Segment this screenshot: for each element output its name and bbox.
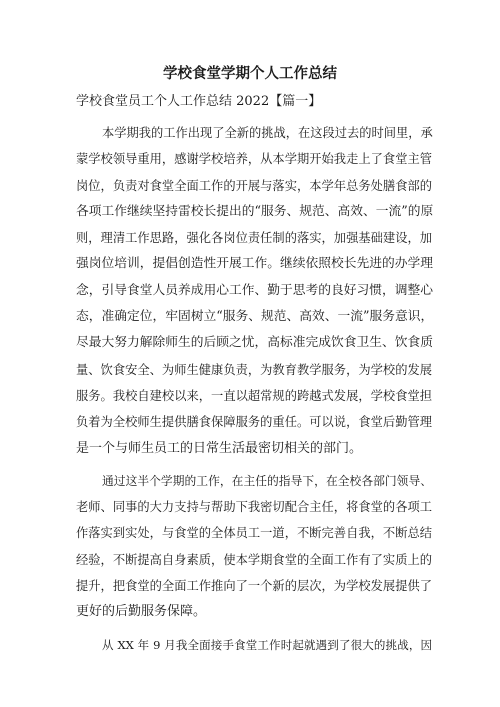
text-line: 老师、同事的大力支持与帮助下我密切配合主任，将食堂的各项工: [76, 500, 432, 515]
document-body: [76, 120, 432, 658]
paragraph-2: [76, 468, 432, 626]
text-line: 念，引导食堂人员养成用心工作、勤于思考的良好习惯，调整心: [76, 282, 433, 298]
text-line: 作落实到实处，与食堂的全体员工一道，不断完善自我，不断总结: [76, 526, 432, 541]
text-line: 岗位，负责对食堂全面工作的开展与落实，本学年总务处膳食部的: [76, 178, 432, 193]
document-subtitle: 学校食堂员工个人工作总结 2022【篇一】: [76, 94, 322, 109]
text-line: 从 XX 年 9 月我全面接手食堂工作时起就遇到了很大的挑战，因: [102, 637, 432, 652]
document-title: 学校食堂学期个人工作总结: [163, 65, 337, 82]
text-line: 强岗位培训，提倡创造性开展工作。继续依照校长先进的办学理: [76, 256, 433, 272]
paragraph-1: [76, 120, 432, 462]
paragraph-3: [76, 632, 432, 658]
text-line: 蒙学校领导重用，感谢学校培养，从本学期开始我走上了食堂主管: [76, 152, 432, 167]
text-line: 提升，把食堂的全面工作推向了一个新的层次，为学校发展提供了: [76, 579, 432, 594]
text-line: 更好的后勤服务保障。: [76, 604, 207, 620]
text-line: 态，准确定位，牢固树立“服务、规范、高效、一流”服务意识，: [76, 309, 434, 325]
text-line: 经验，不断提高自身素质，使本学期食堂的全面工作有了实质上的: [76, 552, 432, 567]
text-line: 各项工作继续坚持雷校长提出的“服务、规范、高效、一流”的原: [76, 203, 434, 219]
text-line: 量、饮食安全、为师生健康负责，为教育教学服务，为学校的发展: [76, 362, 432, 377]
text-line: 本学期我的工作出现了全新的挑战，在这段过去的时间里，承: [102, 126, 433, 140]
text-line: 则，理清工作思路，强化各岗位责任制的落实，加强基础建设，加: [76, 231, 432, 246]
text-line: 通过这半个学期的工作，在主任的指导下，在全校各部门领导、: [102, 473, 432, 488]
text-line: 是一个与师生员工的日常生活最密切相关的部门。: [76, 440, 363, 456]
text-line: 服务。我校自建校以来，一直以超常规的跨越式发展，学校食堂担: [76, 388, 432, 403]
text-line: 尽最大努力解除师生的后顾之忧，高标准完成饮食卫生、饮食质: [76, 335, 433, 351]
text-line: 负着为全校师生提供膳食保障服务的重任。可以说，食堂后勤管理: [76, 415, 432, 430]
